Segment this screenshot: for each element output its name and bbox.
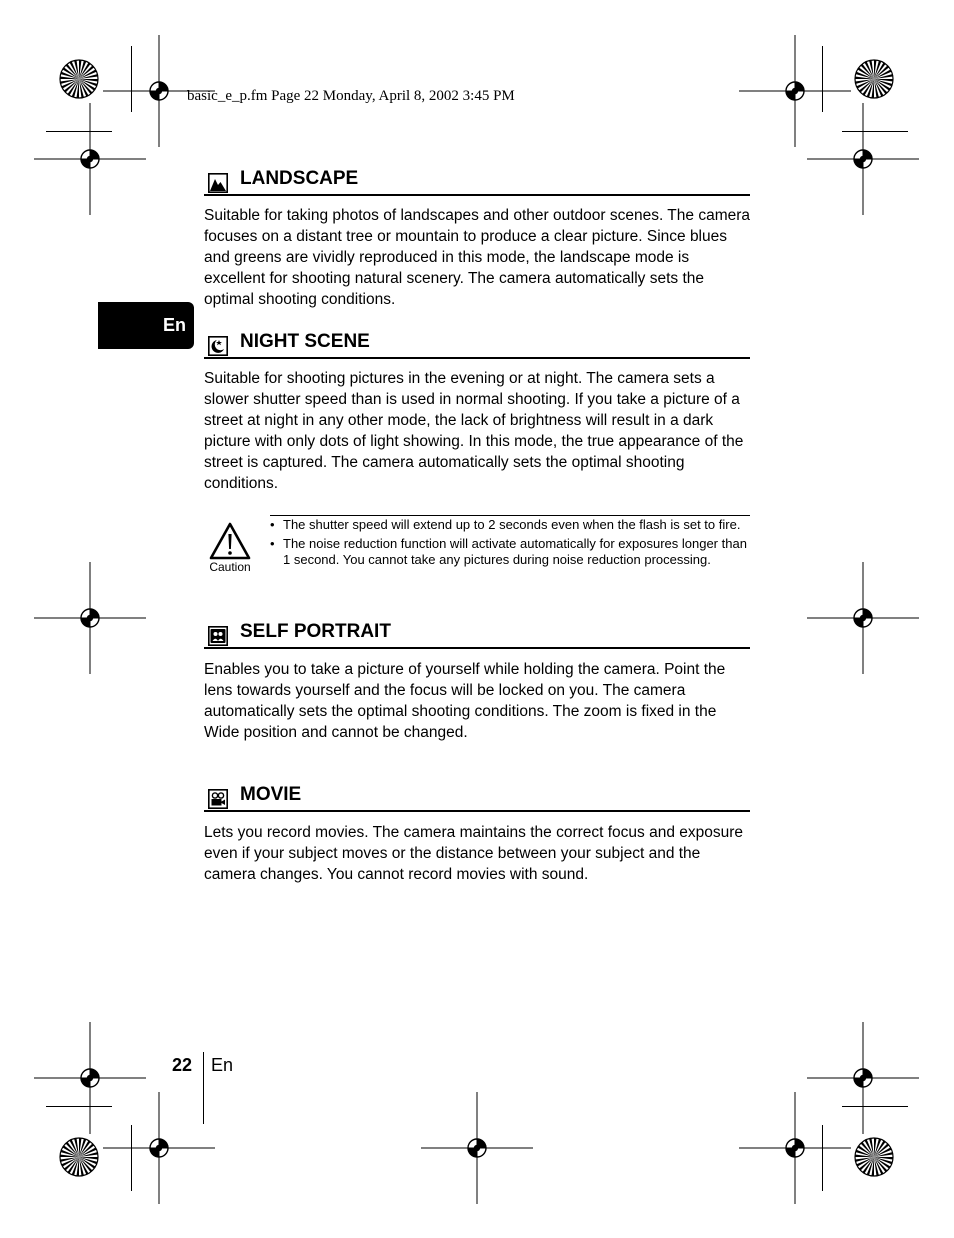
caution-divider bbox=[270, 515, 750, 516]
caution-box bbox=[204, 515, 750, 605]
caution-list bbox=[270, 517, 754, 571]
registration-rosette-icon bbox=[58, 1136, 100, 1178]
self-portrait-icon bbox=[208, 626, 228, 646]
section-heading: SELF PORTRAIT bbox=[240, 621, 391, 642]
registration-crosshair-icon bbox=[739, 1092, 851, 1204]
print-header: basic_e_p.fm Page 22 Monday, April 8, 2002 3:45 PM bbox=[187, 88, 515, 104]
registration-crosshair-icon bbox=[34, 103, 146, 215]
page-number: 22 bbox=[172, 1055, 193, 1075]
section-heading: MOVIE bbox=[240, 784, 302, 805]
movie-icon bbox=[208, 789, 228, 809]
caution-item: • The noise reduction function will activate automatically for exposures longer than 1 second. You cannot take any pictures during noise reduction processing. bbox=[270, 536, 754, 568]
caution-label: Caution bbox=[209, 560, 251, 574]
section-title-movie bbox=[204, 784, 750, 812]
folio-divider bbox=[203, 1052, 204, 1124]
section-title-night-scene bbox=[204, 331, 750, 359]
section-title-landscape bbox=[204, 168, 750, 196]
landscape-icon bbox=[208, 173, 228, 193]
footer-language: En bbox=[211, 1055, 234, 1075]
registration-rosette-icon bbox=[853, 58, 895, 100]
registration-crosshair-icon bbox=[807, 562, 919, 674]
section-body-self-portrait: Enables you to take a picture of yourself while holding the camera. Point the lens towards yourself and the focus will be locked on you. The camera automatically sets the optimal shooting conditions. The zoom is fixed in the Wide position and cannot be changed. bbox=[204, 661, 726, 741]
registration-crosshair-icon bbox=[34, 562, 146, 674]
section-body-night-scene: Suitable for shooting pictures in the evening or at night. The camera sets a slower shutter speed than is used in normal shooting. If you take a picture of a street at night in any other mode, the lack of brightness will result in a dark picture with only dots of light showing. In this mode, the true appearance of the street is captured. The camera automatically sets the optimal shooting conditions. bbox=[204, 370, 744, 492]
registration-crosshair-icon bbox=[103, 1092, 215, 1204]
caution-item: • The shutter speed will extend up to 2 seconds even when the flash is set to fire. bbox=[270, 517, 754, 533]
night-scene-icon bbox=[208, 336, 228, 356]
registration-crosshair-icon bbox=[807, 103, 919, 215]
language-tab-label: En bbox=[162, 315, 186, 335]
registration-crosshair-icon bbox=[421, 1092, 533, 1204]
section-body-movie: Lets you record movies. The camera maintains the correct focus and exposure even if your subject moves or the distance between your subject and the camera changes. You cannot record movies with sound. bbox=[204, 824, 744, 883]
caution-icon bbox=[208, 521, 252, 561]
section-heading: NIGHT SCENE bbox=[240, 331, 370, 352]
registration-rosette-icon bbox=[853, 1136, 895, 1178]
language-tab bbox=[98, 302, 194, 349]
section-heading: LANDSCAPE bbox=[240, 168, 359, 189]
section-body-landscape: Suitable for taking photos of landscapes and other outdoor scenes. The camera focuses on a distant tree or mountain to produce a clear picture. Since blues and greens are vividly reproduced in this mode, the landscape mode is excellent for shooting natural scenery. The camera automatically sets the optimal shooting conditions. bbox=[204, 207, 751, 308]
registration-rosette-icon bbox=[58, 58, 100, 100]
section-title-self-portrait bbox=[204, 621, 750, 649]
